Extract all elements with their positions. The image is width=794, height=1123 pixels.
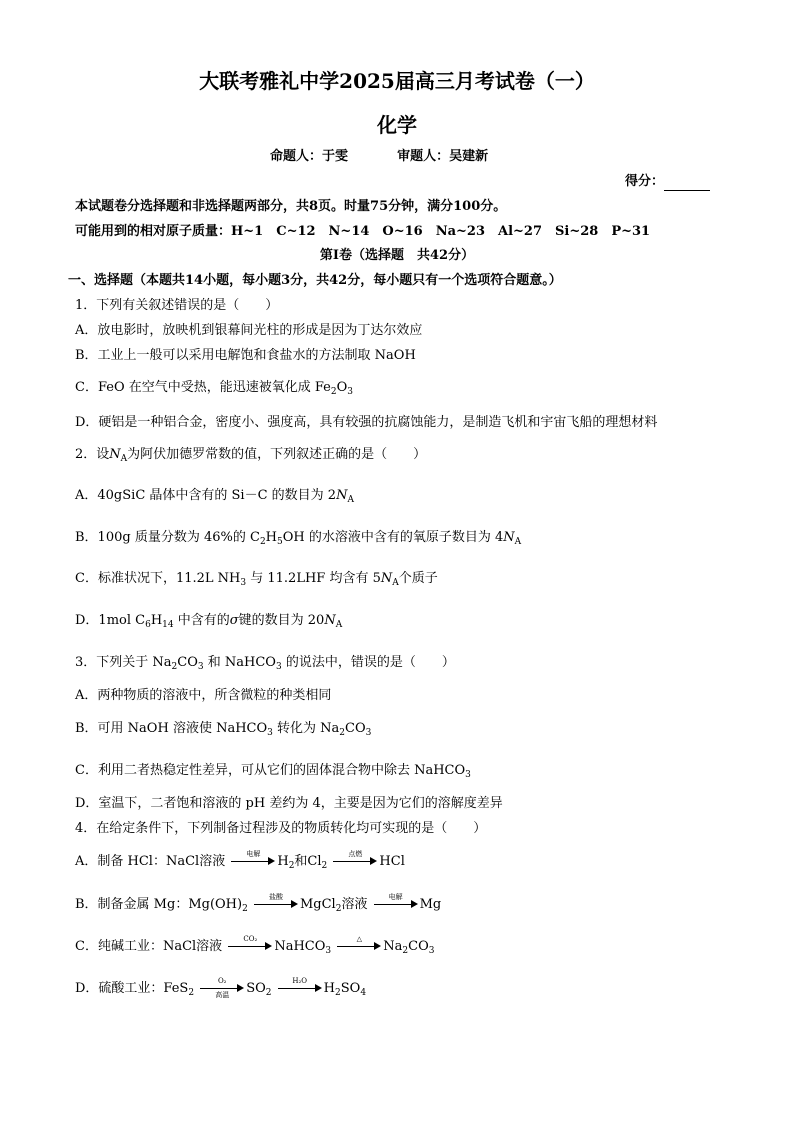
- intro-line-2: 可能用到的相对原子质量：H~1 C~12 N~14 O~16 Na~23 Al~27 Si~28 P~31: [75, 224, 651, 239]
- q4-option-c: C．纯碱工业：NaCl溶液 CO₂ NaHCO$_3$ △ $Na_2CO_3$: [75, 934, 435, 956]
- q3-option-c: C．利用二者热稳定性差异，可从它们的固体混合物中除去 NaHCO$_3$: [75, 763, 471, 780]
- subject-title: 化学: [377, 113, 417, 137]
- reviewer-label: 审题人：: [397, 149, 450, 164]
- reaction-arrow: 电解: [231, 855, 275, 869]
- score-label: 得分：: [625, 174, 665, 189]
- author-line: [270, 148, 488, 166]
- q4-stem: 4．在给定条件下，下列制备过程涉及的物质转化均可实现的是（ ）: [75, 821, 487, 836]
- reaction-arrow: H₂O: [278, 982, 322, 996]
- intro-line-1: 本试题卷分选择题和非选择题两部分，共8页。时量75分钟，满分100分。: [75, 199, 507, 214]
- part1-title: 第Ⅰ卷（选择题 共42分）: [319, 248, 475, 263]
- q3-option-b: B．可用 NaOH 溶液使 NaHCO$_3$ 转化为 $Na_2CO_3$: [75, 721, 372, 738]
- q4-option-d: D．硫酸工业：FeS$_2$ O₂ 高温 $SO_2$ H₂O $H_2SO_4$: [75, 976, 367, 999]
- q3-stem: 3．下列关于 $Na_2CO_3$ 和 NaHCO$_3$ 的说法中，错误的是（ ）: [75, 655, 455, 672]
- q1-option-b: B．工业上一般可以采用电解饱和食盐水的方法制取 NaOH: [75, 348, 416, 363]
- q1-option-c: C．FeO 在空气中受热，能迅速被氧化成 $Fe_2O_3$: [75, 380, 354, 397]
- reaction-arrow: CO₂: [228, 940, 272, 954]
- q4-option-a: A．制备 HCl：NaCl溶液 电解 $H_2$和$Cl_2$ 点燃 HCl: [75, 849, 405, 871]
- reaction-arrow: O₂ 高温: [200, 982, 244, 996]
- q4-option-b: B．制备金属 Mg：$Mg(OH)_2$ 盐酸 MgCl$_2$溶液 电解 Mg: [75, 892, 442, 914]
- reaction-arrow: 盐酸: [254, 898, 298, 912]
- reaction-arrow: 点燃: [333, 855, 377, 869]
- q3-option-a: A．两种物质的溶液中，所含微粒的种类相同: [75, 688, 332, 703]
- q3-option-d: D．室温下，二者饱和溶液的 pH 差约为 4，主要是因为它们的溶解度差异: [75, 796, 503, 811]
- section1-heading: 一、选择题（本题共14小题，每小题3分，共42分，每小题只有一个选项符合题意。）: [68, 273, 562, 288]
- reaction-arrow: △: [337, 940, 381, 954]
- reviewer-name: 吴建新: [449, 149, 489, 164]
- q2-option-c: C．标准状况下，11.2L $NH_3$ 与 11.2LHF 均含有 $5N_A$个质子: [75, 571, 438, 588]
- q1-stem: 1．下列有关叙述错误的是（ ）: [75, 298, 279, 313]
- author-name: 于雯: [322, 149, 349, 164]
- score-line: [625, 173, 710, 191]
- author-label: 命题人：: [270, 149, 323, 164]
- reaction-arrow: 电解: [374, 898, 418, 912]
- q1-option-a: A．放电影时，放映机到银幕间光柱的形成是因为丁达尔效应: [75, 323, 423, 338]
- q2-option-d: D．1mol $C_6H_{14}$ 中含有的σ键的数目为 $20N_A$: [75, 613, 343, 630]
- q2-option-b: B．100g 质量分数为 46%的 $C_2H_5OH$ 的水溶液中含有的氧原子数目为 $4N_A$: [75, 530, 522, 547]
- q2-option-a: A．40gSiC 晶体中含有的 Si－C 的数目为 $2N_A$: [75, 488, 354, 505]
- score-blank[interactable]: [664, 177, 710, 191]
- q1-option-d: D．硬铝是一种铝合金，密度小、强度高，具有较强的抗腐蚀能力，是制造飞机和宇宙飞船的理想材料: [75, 415, 658, 430]
- exam-title: 大联考雅礼中学2025届高三月考试卷（一）: [199, 69, 595, 93]
- q2-stem: 2．设$N_A$为阿伏加德罗常数的值，下列叙述正确的是（ ）: [75, 447, 427, 464]
